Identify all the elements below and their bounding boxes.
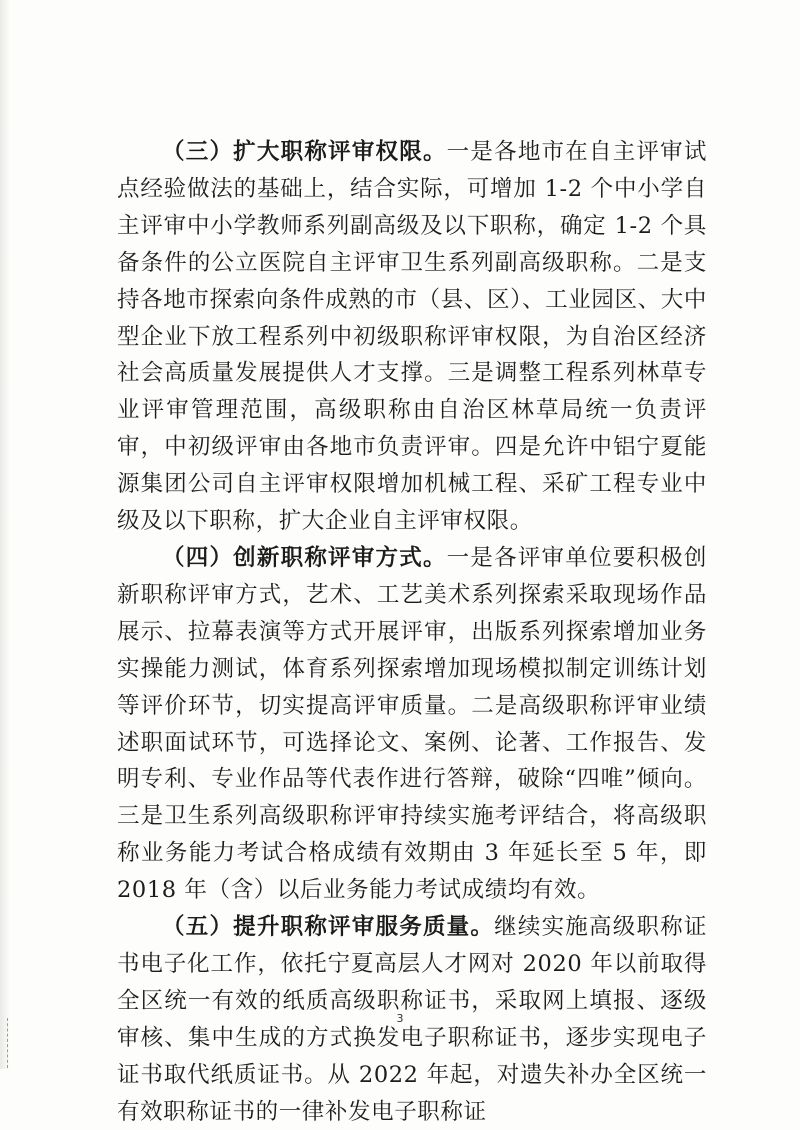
- paragraph-heading: （五）提升职称评审服务质量。: [162, 914, 495, 941]
- scan-margin-mark: [7, 1018, 9, 1068]
- paragraph-body: 一是各地市在自主评审试点经验做法的基础上，结合实际，可增加 1-2 个中小学自主评审中小学教师系列副高级及以下职称，确定 1-2 个具备条件的公立医院自主评审卫生系列副高级职称。二是支持各地市探索向条件成熟的市（县、区）、工业园区、大中型企业下放工程系列中初级职称评审权限，为自治区经济社会高质量发展提供人才支撑。三是调整工程系列林草专业评审管理范围，高级职称由自治区林草局统一负责评审，中初级评审由各地市负责评审。四是允许中铝宁夏能源集团公司自主评审权限增加机械工程、采矿工程专业中级及以下职称，扩大企业自主评审权限。: [117, 139, 707, 535]
- paragraph-expand-review-authority: [117, 134, 707, 540]
- paragraph-heading: （四）创新职称评审方式。: [162, 544, 447, 571]
- scan-edge-shadow: [0, 0, 10, 1069]
- page-number: 3: [396, 1012, 404, 1025]
- paragraph-body: 一是各评审单位要积极创新职称评审方式，艺术、工艺美术系列探索采取现场作品展示、拉幕表演等方式开展评审，出版系列探索增加业务实操能力测试，体育系列探索增加现场模拟制定训练计划等评价环节，切实提高评审质量。二是高级职称评审业绩述职面试环节，可选择论文、案例、论著、工作报告、发明专利、专业作品等代表作进行答辩，破除“四唯”倾向。三是卫生系列高级职称评审持续实施考评结合，将高级职称业务能力考试合格成绩有效期由 3 年延长至 5 年，即 2018 年（含）以后业务能力考试成绩均有效。: [117, 544, 707, 904]
- document-body: [117, 134, 707, 1130]
- paragraph-heading: （三）扩大职称评审权限。: [162, 139, 447, 165]
- paragraph-innovate-review-methods: [117, 540, 707, 909]
- paragraph-body: 继续实施高级职称证书电子化工作，依托宁夏高层人才网对 2020 年以前取得全区统一有效的纸质高级职称证书，采取网上填报、逐级审核、集中生成的方式换发电子职称证书，逐步实现电子证书取代纸质证书。从 2022 年起，对遗失补办全区统一有效职称证书的一律补发电子职称证: [117, 914, 708, 1125]
